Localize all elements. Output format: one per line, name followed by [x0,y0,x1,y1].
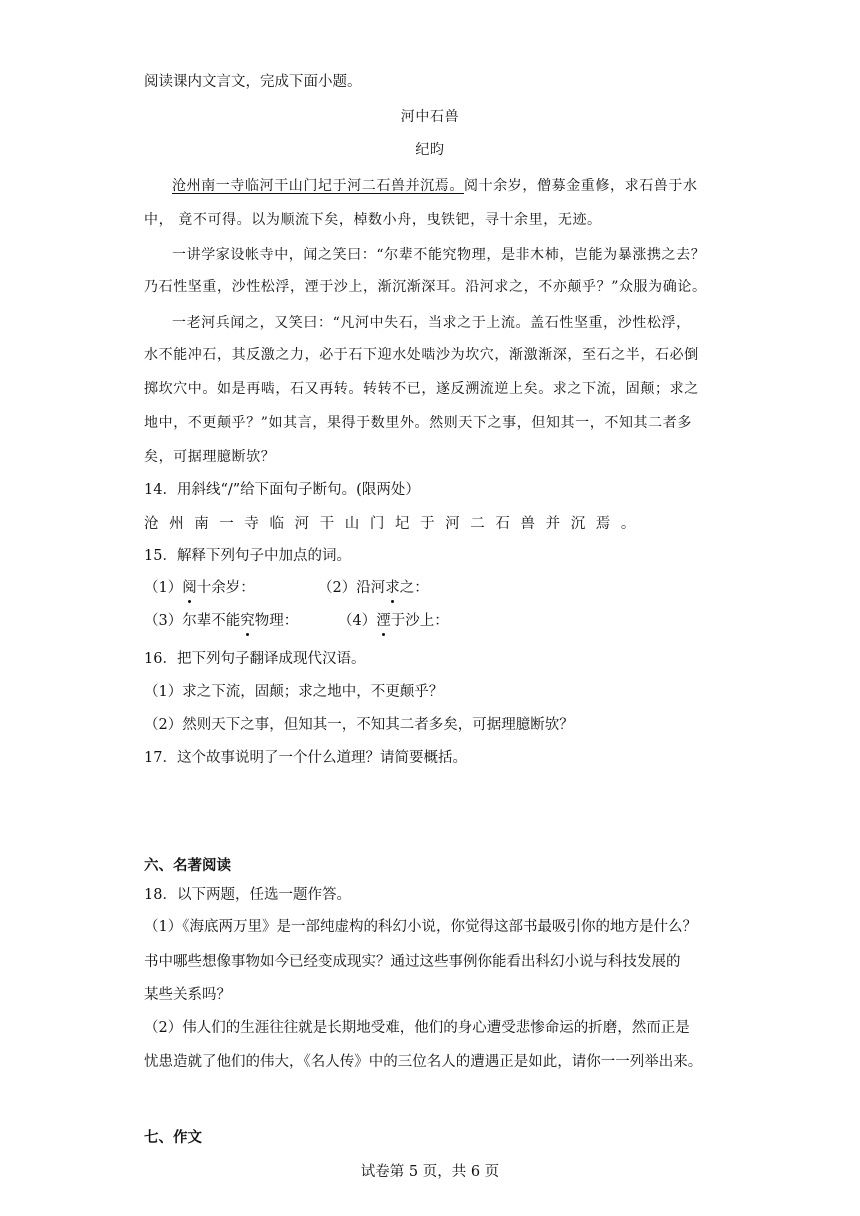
question-17-stem: 17．这个故事说明了一个什么道理？请简要概括。 [144,750,467,766]
option-1-line-3: 某些关系吗？ [144,987,231,1003]
item-4-suffix: 于沙上： [390,613,449,629]
article-paragraph-3-line-5: 矣，可据理臆断欤？ [144,449,276,465]
item-1-suffix: 十余岁： [196,580,255,596]
underlined-sentence: 沧州南一寺临河干山门圮于河二石兽并沉焉。 [172,178,464,194]
option-2-line-1: （2）伟人们的生涯往往就是长期地受难，他们的身心遭受悲惨命运的折磨，然而正是 [144,1020,690,1036]
question-15-item-1 [144,578,255,598]
page-footer: 试卷第 5 页，共 6 页 [360,1164,500,1180]
option-1-line-1: （1）《海底两万里》是一部纯虚构的科幻小说，你觉得这部书最吸引你的地方是什么？ [144,919,697,935]
article-title: 河中石兽 [400,109,460,125]
question-16-sentence-2: （2）然则天下之事，但知其一，不知其二者多矣，可据理臆断欤？ [144,717,574,733]
article-paragraph-3-line-2: 水不能冲石，其反激之力，必于石下迎水处啮沙为坎穴，渐激渐深，至石之半，石必倒 [144,347,699,363]
dotted-word-1: 阅 [182,580,197,596]
item-2-suffix: 之： [399,580,429,596]
question-14-sentence: 沧州南一寺临河干山门圮于河二石兽并沉焉。 [144,516,646,532]
item-3-prefix: （3）尔辈不能 [144,613,241,629]
question-15-item-4 [338,611,449,631]
section-6-heading: 六、名著阅读 [144,858,231,874]
article-paragraph-2-line-1: 一讲学家设帐寺中，闻之笑曰：“尔辈不能究物理，是非木杮，岂能为暴涨携之去？ [172,247,706,263]
article-paragraph-3-line-1: 一老河兵闻之，又笑曰：“凡河中失石，当求之于上流。盖石性坚重，沙性松浮， [172,315,691,331]
question-15-item-3 [144,611,298,631]
item-3-suffix: 物理： [254,613,299,629]
question-16-stem: 16．把下列句子翻译成现代汉语。 [144,651,366,667]
question-14-stem: 14．用斜线“/”给下面句子断句。(限两处） [144,482,420,498]
option-1-line-2: 书中哪些想像事物如今已经变成现实？通过这些事例你能看出科幻小说与科技发展的 [144,954,681,970]
option-2-line-2: 忧患造就了他们的伟大，《名人传》中的三位名人的遭遇正是如此，请你一一列举出来。 [144,1054,703,1070]
article-paragraph-3-line-3: 掷坎穴中。如是再啮，石又再转。转转不已，遂反溯流逆上矣。求之下流，固颠；求之 [144,381,699,397]
section-7-heading: 七、作文 [144,1130,202,1146]
question-18-stem: 18．以下两题，任选一题作答。 [144,887,351,903]
dotted-word-2: 求 [385,580,400,596]
question-15-stem: 15．解释下列句子中加点的词。 [144,548,351,564]
article-author: 纪昀 [415,142,445,158]
item-2-prefix: （2）沿河 [318,580,386,596]
item-4-prefix: （4） [338,613,377,629]
dotted-word-4: 湮 [376,613,391,629]
question-16-sentence-1: （1）求之下流，固颠；求之地中，不更颠乎？ [144,684,444,700]
article-paragraph-3-line-4: 地中，不更颠乎？”如其言，果得于数里外。然则天下之事，但知其一，不知其二者多 [144,415,692,431]
dotted-word-3: 究 [240,613,255,629]
reading-instruction: 阅读课内文言文，完成下面小题。 [144,74,362,90]
article-paragraph-2-line-2: 乃石性坚重，沙性松浮，湮于沙上，渐沉渐深耳。沿河求之，不亦颠乎？”众服为确论。 [144,279,707,295]
question-15-item-2 [318,578,429,598]
article-paragraph-1-line-1 [172,176,698,196]
item-1-prefix: （1） [144,580,183,596]
article-paragraph-1-line-2: 中， 竟不可得。以为顺流下矣，棹数小舟，曳铁钯，寻十余里，无迹。 [144,212,602,228]
p1-rest: 阅十余岁，僧募金重修，求石兽于水 [464,178,698,194]
